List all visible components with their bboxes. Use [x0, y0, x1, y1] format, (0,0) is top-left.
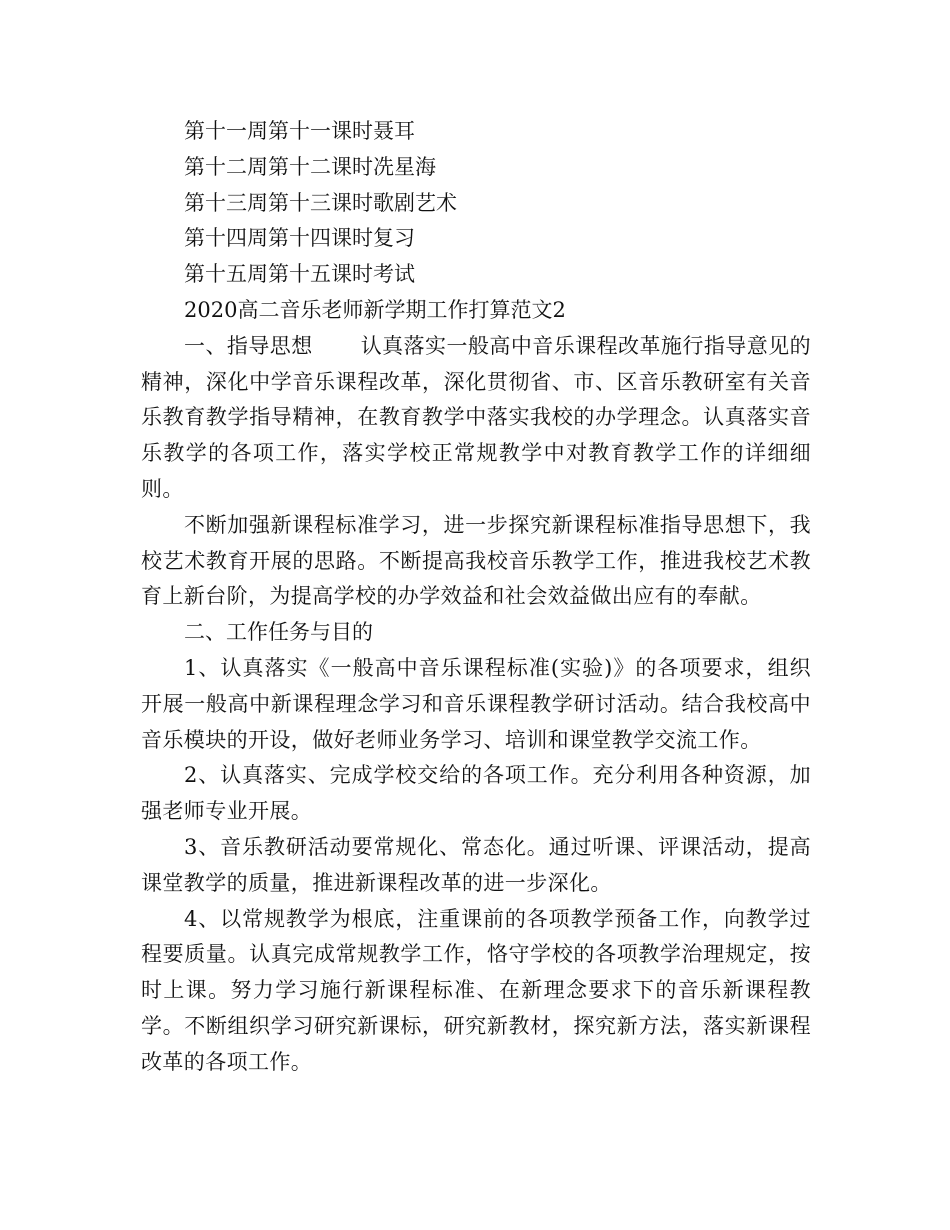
- schedule-line: 第十二周第十二课时冼星海: [184, 154, 436, 179]
- schedule-line: 第十一周第十一课时聂耳: [184, 119, 415, 143]
- document-body: [141, 114, 811, 1081]
- section-heading: 二、工作任务与目的: [184, 620, 373, 645]
- task-item: 1、认真落实《一般高中音乐课程标准(实验)》的各项要求，组织开展一般高中新课程理念学习和音乐课程教学研讨活动。结合我校高中音乐模块的开设，做好老师业务学习、培训和课堂教学交流工作。: [141, 655, 811, 752]
- task-item: 3、音乐教研活动要常规化、常态化。通过听课、评课活动，提高课堂教学的质量，推进新课程改革的进一步深化。: [141, 834, 811, 895]
- schedule-line: 第十三周第十三课时歌剧艺术: [184, 190, 457, 215]
- guiding-ideology-paragraph: [141, 329, 811, 508]
- document-title: 2020高二音乐老师新学期工作打算范文2: [184, 297, 566, 322]
- schedule-line: 第十四周第十四课时复习: [184, 226, 415, 251]
- paragraph-text: 认真落实一般高中音乐课程改革施行指导意见的精神，深化中学音乐课程改革，深化贯彻省、市、区音乐教研室有关音乐教育教学指导精神，在教育教学中落实我校的办学理念。认真落实音乐教学的各项工作，落实学校正常规教学中对教育教学工作的详细细则。: [141, 333, 811, 501]
- body-paragraph: 不断加强新课程标准学习，进一步探究新课程标准指导思想下，我校艺术教育开展的思路。不断提高我校音乐教学工作，推进我校艺术教育上新台阶，为提高学校的办学效益和社会效益做出应有的奉献。: [141, 512, 811, 609]
- task-item: 2、认真落实、完成学校交给的各项工作。充分利用各种资源，加强老师专业开展。: [141, 763, 811, 824]
- task-item: 4、以常规教学为根底，注重课前的各项教学预备工作，向教学过程要质量。认真完成常规教学工作，恪守学校的各项教学治理规定，按时上课。努力学习施行新课程标准、在新理念要求下的音乐新课程教学。不断组织学习研究新课标，研究新教材，探究新方法，落实新课程改革的各项工作。: [141, 906, 811, 1074]
- section-heading: 一、指导思想: [184, 333, 313, 358]
- schedule-line: 第十五周第十五课时考试: [184, 262, 415, 287]
